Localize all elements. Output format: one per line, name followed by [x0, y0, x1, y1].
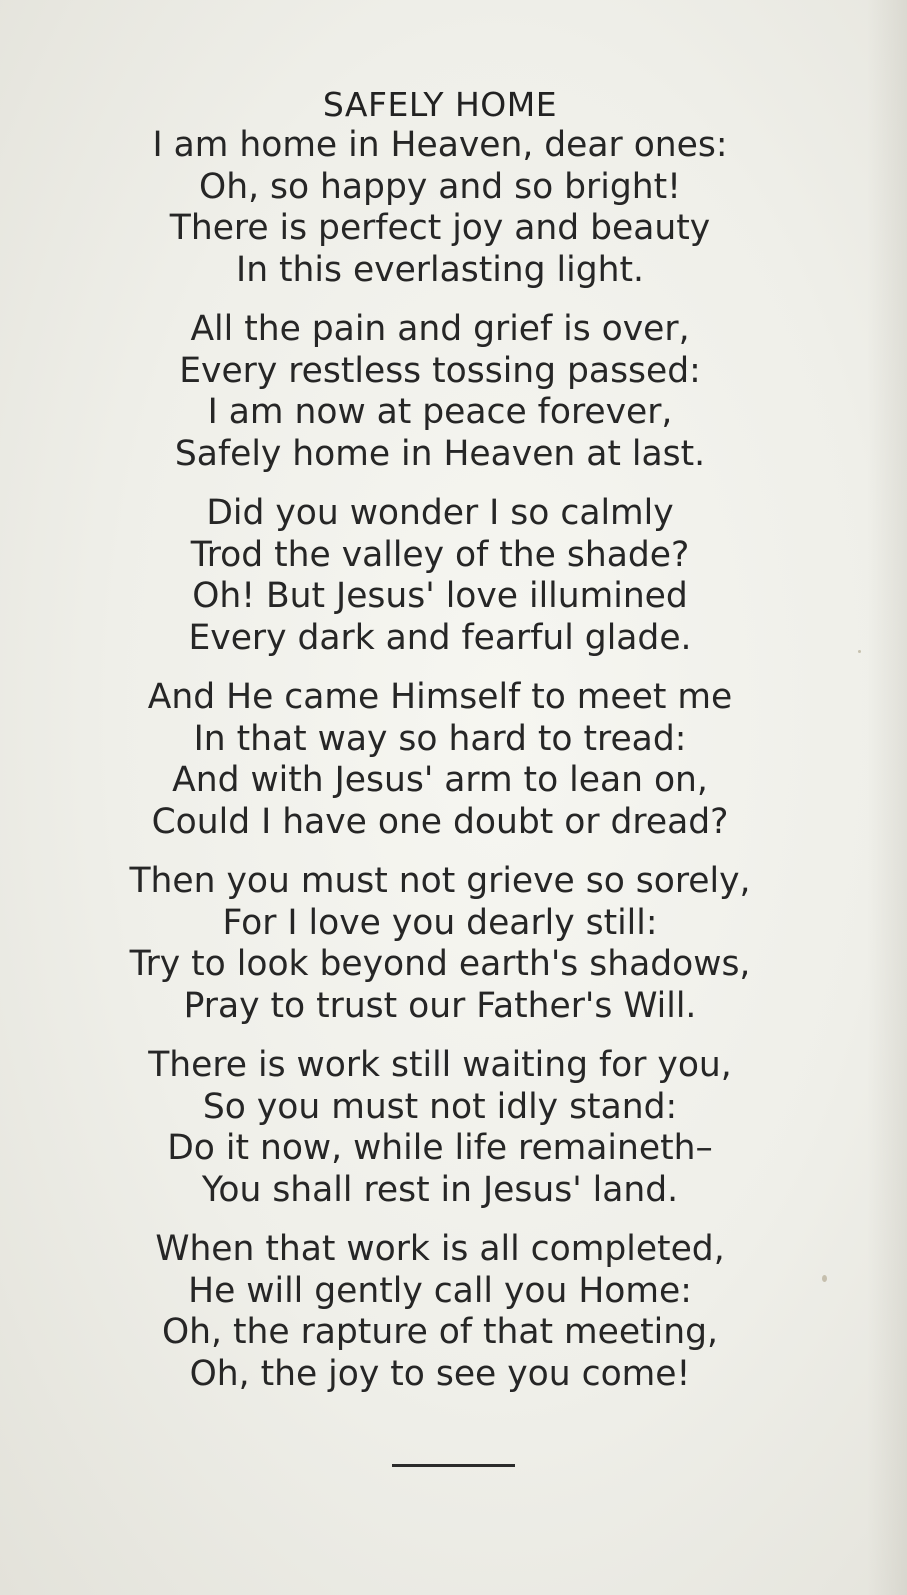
poem-line: Try to look beyond earth's shadows, [129, 944, 751, 984]
poem-body [0, 125, 880, 1413]
poem-line: So you must not idly stand: [202, 1086, 678, 1127]
poem-line: There is perfect joy and beauty [169, 208, 711, 248]
poem-line: All the pain and grief is over, [190, 309, 690, 349]
stanza-7 [0, 1229, 880, 1395]
stanza-2 [0, 309, 880, 475]
poem-line: You shall rest in Jesus' land. [201, 1169, 679, 1210]
stanza-4 [0, 677, 880, 843]
poem-line: Then you must not grieve so sorely, [129, 861, 751, 901]
poem-line: Oh! But Jesus' love illumined [192, 576, 688, 616]
stanza-1 [0, 125, 880, 291]
poem-line: And with Jesus' arm to lean on, [172, 760, 708, 800]
poem-line: There is work still waiting for you, [148, 1045, 732, 1085]
stanza-5 [0, 861, 880, 1027]
poem-line: And He came Himself to meet me [147, 677, 733, 717]
poem-line: In that way so hard to tread: [193, 718, 687, 759]
poem-line: I am now at peace forever, [207, 392, 673, 432]
poem-line: Trod the valley of the shade? [190, 534, 690, 575]
poem-line: Could I have one doubt or dread? [151, 801, 729, 842]
poem-title: SAFELY HOME [322, 85, 558, 124]
poem-line: Do it now, while life remaineth– [167, 1128, 713, 1168]
closing-divider [392, 1464, 515, 1467]
poem-line: He will gently call you Home: [188, 1270, 692, 1311]
poem-line: Every dark and fearful glade. [188, 617, 692, 658]
poem-line: Oh, the rapture of that meeting, [162, 1312, 718, 1352]
stanza-6 [0, 1045, 880, 1211]
poem-line: Did you wonder I so calmly [206, 493, 674, 533]
poem-line: Safely home in Heaven at last. [174, 433, 706, 474]
poem-line: When that work is all completed, [155, 1229, 725, 1269]
poem-line: I am home in Heaven, dear ones: [152, 125, 728, 165]
poem-line: In this everlasting light. [236, 249, 644, 290]
poem-line: Pray to trust our Father's Will. [183, 985, 697, 1026]
poem-line: Oh, the joy to see you come! [189, 1353, 691, 1394]
poem-line: Oh, so happy and so bright! [199, 166, 681, 207]
poem-line: Every restless tossing passed: [179, 350, 701, 391]
poem-line: For I love you dearly still: [222, 902, 658, 943]
stanza-3 [0, 493, 880, 659]
